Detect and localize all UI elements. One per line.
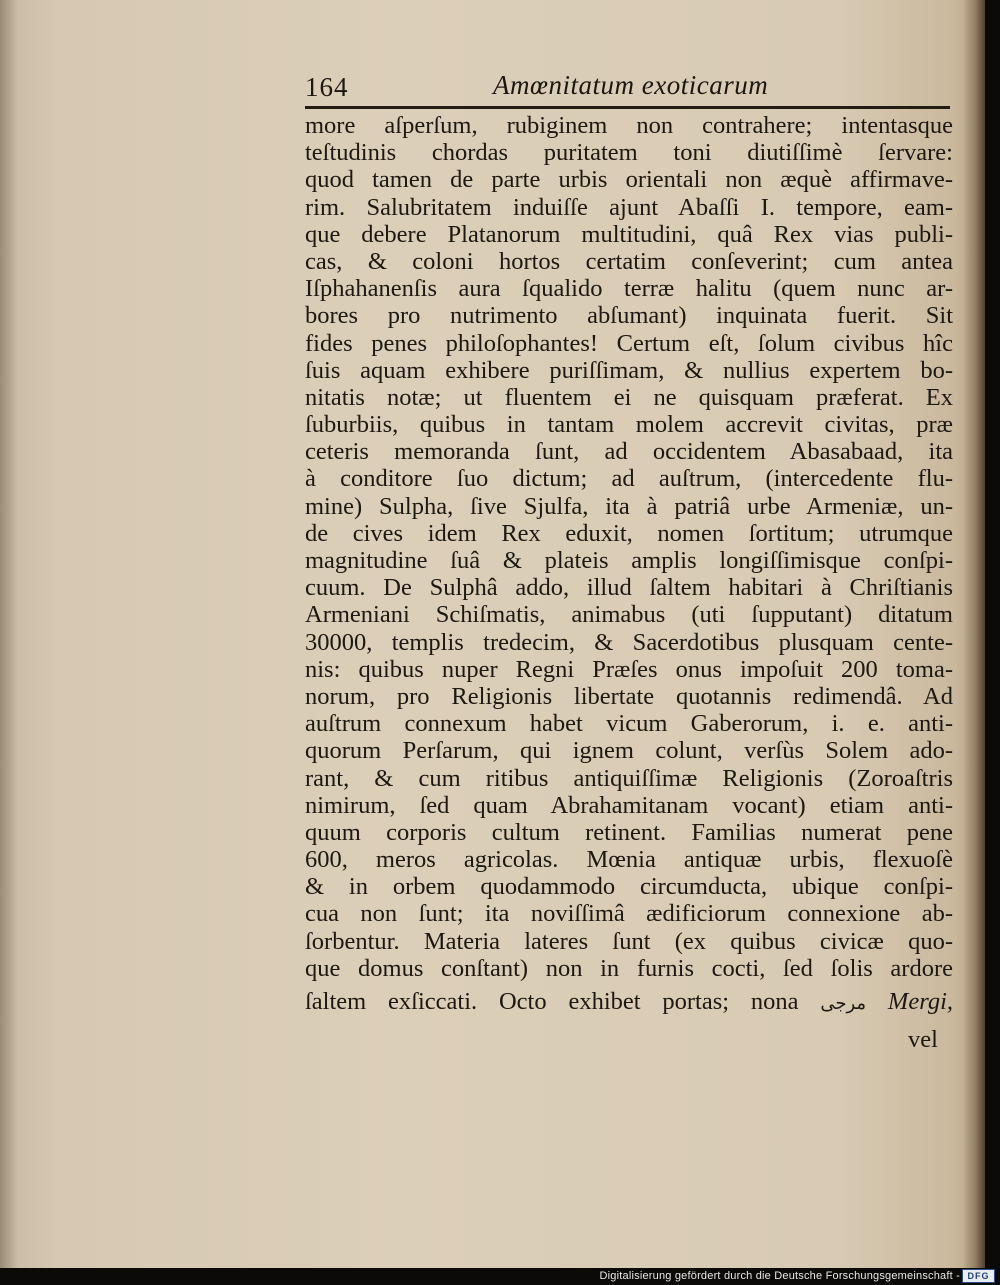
- text-line: & in orbem quodammodo circumducta, ubique conſpi-: [305, 873, 953, 901]
- text-line: magnitudine ſuâ & plateis amplis longiſſimisque conſpi-: [305, 547, 953, 574]
- text-line: nitatis notæ; ut fluentem ei ne quisquam præferat. Ex: [305, 383, 953, 411]
- page-number: 164: [305, 72, 349, 102]
- running-title: Amœnitatum exoticarum: [493, 70, 769, 100]
- text-line: de cives idem Rex eduxit, nomen ſortitum; utrumque: [305, 519, 953, 547]
- header-rule: [305, 106, 950, 109]
- text-line: ſorbentur. Materia lateres ſunt (ex quibus civicæ quo-: [305, 927, 953, 955]
- last-line-suffix: Mergi,: [887, 988, 954, 1015]
- text-line-last: [305, 988, 953, 1015]
- digitization-credit: Digitalisierung gefördert durch die Deutsche Forschungsgemeinschaft -: [599, 1270, 960, 1282]
- text-line: Armeniani Schiſmatis, animabus (uti ſupputant) ditatum: [305, 601, 953, 629]
- text-line: cua non ſunt; ita noviſſimâ ædificiorum connexione ab-: [305, 900, 953, 928]
- text-line: quod tamen de parte urbis orientali non æquè affirmave-: [305, 166, 953, 194]
- body-text: [305, 112, 953, 1015]
- spine-shadow: [963, 0, 985, 1268]
- text-line: ſuburbiis, quibus in tantam molem accrevit civitas, præ: [305, 411, 953, 439]
- text-line: more aſperſum, rubiginem non contrahere; intentasque: [305, 112, 953, 139]
- text-line: bores pro nutrimento abſumant) inquinata fuerit. Sit: [305, 302, 953, 330]
- dfg-logo: DFG: [962, 1269, 995, 1283]
- text-line: norum, pro Religionis libertate quotannis redimendâ. Ad: [305, 682, 953, 710]
- arabic-word: مرجى: [820, 993, 867, 1014]
- text-line: nimirum, ſed quam Abrahamitanam vocant) etiam anti-: [305, 791, 953, 819]
- page-header: [305, 72, 950, 106]
- text-line: 30000, templis tredecim, & Sacerdotibus plusquam cente-: [305, 628, 953, 656]
- text-line: rim. Salubritatem induiſſe ajunt Abaſſi I. tempore, eam-: [305, 193, 953, 221]
- text-line: cuum. De Sulphâ addo, illud ſaltem habitari à Chriſtianis: [305, 574, 953, 602]
- text-line: nis: quibus nuper Regni Præſes onus impoſuit 200 toma-: [305, 655, 953, 683]
- catchword: vel: [908, 1026, 938, 1053]
- text-line: teſtudinis chordas puritatem toni diutiſſimè ſervare:: [305, 139, 953, 167]
- text-line: fides penes philoſophantes! Certum eſt, ſolum civibus hîc: [305, 329, 953, 357]
- text-line: mine) Sulpha, ſive Sjulfa, ita à patriâ urbe Armeniæ, un-: [305, 492, 953, 520]
- text-line: que debere Platanorum multitudini, quâ Rex vias publi-: [305, 220, 953, 248]
- text-line: que domus conſtant) non in furnis cocti, ſed ſolis ardore: [305, 954, 953, 982]
- text-line: quum corporis cultum retinent. Familias numerat pene: [305, 818, 953, 846]
- text-line: rant, & cum ritibus antiquiſſimæ Religionis (Zoroaſtris: [305, 764, 953, 792]
- text-line: ſuis aquam exhibere puriſſimam, & nullius expertem bo-: [305, 356, 953, 384]
- text-line: 600, meros agricolas. Mœnia antiquæ urbis, flexuoſè: [305, 846, 953, 874]
- page-edge-shadow: [0, 0, 18, 1268]
- last-line-prefix: ſaltem exſiccati. Octo exhibet portas; nona: [305, 988, 799, 1015]
- text-line: cas, & coloni hortos certatim conſeverint; cum antea: [305, 247, 953, 275]
- text-line: ceteris memoranda ſunt, ad occidentem Abasabaad, ita: [305, 438, 953, 466]
- text-line: Iſphahanenſis aura ſqualido terræ halitu (quem nunc ar-: [305, 275, 953, 303]
- text-line: quorum Perſarum, qui ignem colunt, verſùs Solem ado-: [305, 737, 953, 765]
- text-line: à conditore ſuo dictum; ad auſtrum, (intercedente flu-: [305, 465, 953, 493]
- text-line: auſtrum connexum habet vicum Gaberorum, i. e. anti-: [305, 710, 953, 738]
